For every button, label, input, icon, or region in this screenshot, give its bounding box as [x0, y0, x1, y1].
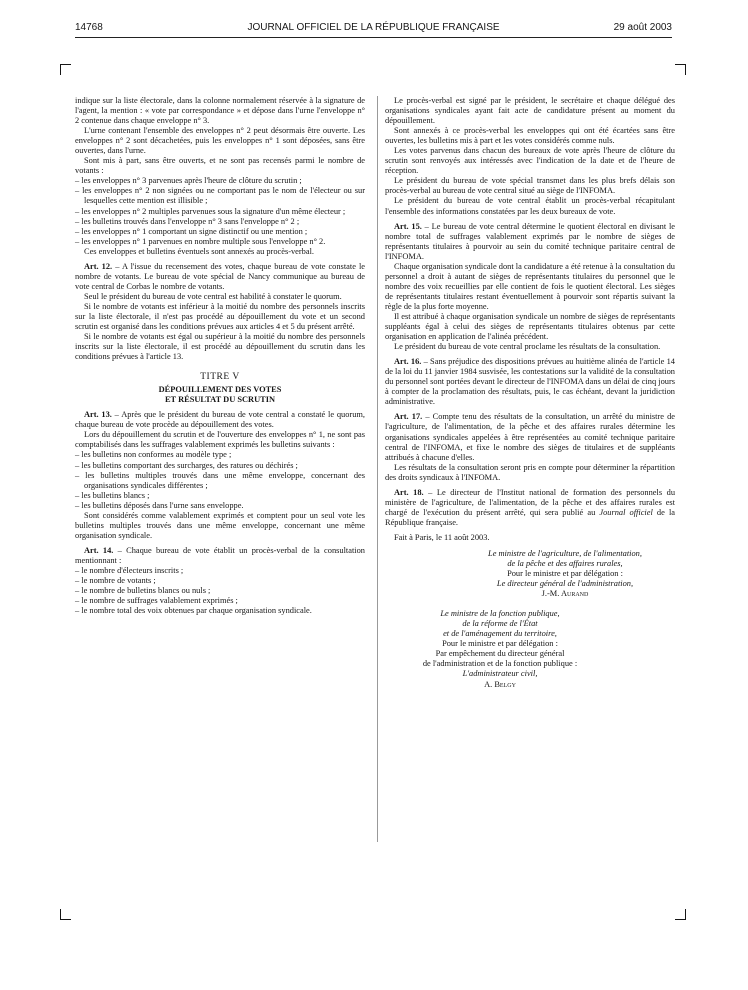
- article-text: – Après que le président du bureau de vote central a constaté le quorum, chaque bureau de vote procède au dépouillement des votes.: [75, 410, 365, 430]
- article-14: [75, 546, 365, 566]
- article-label: Art. 18.: [394, 487, 424, 497]
- signature-block-fonction-publique: [385, 609, 675, 689]
- crop-mark-top-right: [675, 64, 686, 75]
- delegation-line: Pour le ministre et par délégation :: [507, 569, 623, 579]
- delegation-line: Pour le ministre et par délégation :: [442, 639, 558, 649]
- signatory-title: de la réforme de l'État: [462, 619, 538, 629]
- signatory-title: et de l'aménagement du territoire,: [443, 629, 557, 639]
- paragraph: Ces enveloppes et bulletins éventuels sont annexés au procès-verbal.: [84, 246, 315, 256]
- signatory-title: Le ministre de l'agriculture, de l'alimentation,: [488, 548, 642, 558]
- list-item: – les bulletins comportant des surcharges, des ratures ou déchirés ;: [75, 460, 298, 470]
- section-heading-line-2: ET RÉSULTAT DU SCRUTIN: [164, 395, 276, 405]
- header-rule: [75, 37, 672, 38]
- list-item: – le nombre d'électeurs inscrits ;: [75, 565, 184, 575]
- signatory-title: de la pêche et des affaires rurales,: [507, 559, 623, 569]
- paragraph: Le président du bureau de vote central établit un procès-verbal récapitulant l'ensemble des informations constatées par les deux bureaux de vote.: [385, 196, 675, 216]
- paragraph: L'urne contenant l'ensemble des enveloppes n° 2 peut désormais être ouverte. Les enveloppes n° 2 sont décachetées, puis les enveloppes n° 1 sont déposées, sans être ouvertes, dans l'urne.: [75, 126, 365, 156]
- issue-date: 29 août 2003: [613, 22, 672, 33]
- article-label: Art. 17.: [394, 412, 423, 422]
- delegation-line: Par empêchement du directeur général: [435, 649, 565, 659]
- page-number: 14768: [75, 22, 103, 33]
- list-item: – les bulletins multiples trouvés dans une même enveloppe, concernant des organisations syndicales différentes ;: [75, 470, 365, 490]
- article-text: – Le directeur de l'Institut national de formation des personnels du ministère de l'agriculture, de l'alimentation, de la pêche et des affaires rurales est chargé de l'exécution du présent arrêté, qui sera publié au: [385, 487, 676, 517]
- article-text: – Compte tenu des résultats de la consultation, un arrêté du ministre de l'agriculture, de l'alimentation, de la pêche et des affaires rurales détermine les organisations syndicales appelées à être représentées au comité technique paritaire central de l'INFOMA, et fixe le nombre des sièges de titulaires et de suppléants attribués à chacune d'elles.: [385, 412, 675, 462]
- signing-place-date: Fait à Paris, le 11 août 2003.: [394, 532, 490, 542]
- paragraph: Lors du dépouillement du scrutin et de l'ouverture des enveloppes n° 1, ne sont pas comptabilisés dans les suffrages valablement exprimés les bulletins suivants :: [75, 430, 365, 450]
- article-15: [385, 222, 675, 262]
- paragraph: Si le nombre de votants est inférieur à la moitié du nombre des personnels inscrits sur la liste électorale, il n'est pas procédé au dépouillement du vote et un second scrutin est organisé dans les conditions prévues aux articles 4 et 5 du présent arrêté.: [75, 301, 365, 332]
- article-label: Art. 12.: [84, 261, 113, 271]
- minutes-contents-list: [75, 566, 365, 616]
- list-item: – le nombre total des voix obtenues par chaque organisation syndicale.: [75, 606, 312, 616]
- article-text: – Chaque bureau de vote établit un procès-verbal de la consultation mentionnant :: [75, 545, 365, 565]
- article-text: – A l'issue du recensement des votes, chaque bureau de vote constate le nombre de votants. Le bureau de vote spécial de Nancy communique au bureau de vote central de Corbas le nombre de votants.: [75, 261, 365, 291]
- article-13: [75, 410, 365, 430]
- paragraph: Les résultats de la consultation seront pris en compte pour déterminer la répartition des droits syndicaux à l'INFOMA.: [385, 462, 675, 482]
- signatory-title: Le directeur général de l'administration,: [496, 579, 634, 589]
- article-17: [385, 412, 675, 462]
- paragraph: Il est attribué à chaque organisation syndicale un nombre de sièges de représentants suppléants égal à celui des sièges de représentants titulaires obtenus par cette organisation en application de l'alinéa précédent.: [385, 311, 675, 342]
- list-item: – les bulletins trouvés dans l'enveloppe n° 3 sans l'enveloppe n° 2 ;: [75, 216, 300, 226]
- list-item: – le nombre de bulletins blancs ou nuls ;: [75, 586, 211, 596]
- delegation-line: de l'administration et de la fonction publique :: [422, 659, 578, 669]
- list-item: – les enveloppes n° 1 parvenues en nombre multiple sous l'enveloppe n° 2.: [75, 236, 326, 246]
- article-16: [385, 357, 675, 407]
- signatory-name: A. Belgy: [484, 679, 516, 689]
- journal-reference: Journal officiel: [599, 507, 653, 517]
- article-label: Art. 16.: [394, 357, 422, 367]
- paragraph: Sont mis à part, sans être ouverts, et ne sont pas recensés parmi le nombre de votants :: [75, 156, 365, 176]
- paragraph: Sont annexés à ce procès-verbal les enveloppes qui ont été écartées sans être ouvertes, les bulletins mis à part et les votes considérés comme nuls.: [385, 126, 675, 146]
- excluded-envelopes-list: [75, 176, 365, 246]
- crop-mark-bottom-left: [60, 909, 71, 920]
- right-column: [385, 96, 675, 690]
- signature-block-agriculture: [385, 549, 675, 599]
- list-item: – les bulletins blancs ;: [75, 490, 150, 500]
- list-item: – le nombre de suffrages valablement exprimés ;: [75, 596, 238, 606]
- article-label: Art. 13.: [84, 410, 112, 420]
- section-title: TITRE V: [200, 372, 240, 383]
- crop-mark-bottom-right: [675, 909, 686, 920]
- list-item: – les enveloppes n° 2 non signées ou ne comportant pas le nom de l'électeur ou sur lesquelles cette mention est illisible ;: [75, 186, 365, 206]
- signatory-title: L'administrateur civil,: [462, 669, 538, 679]
- invalid-ballots-list: [75, 450, 365, 510]
- page-header: [75, 22, 672, 38]
- list-item: – les bulletins déposés dans l'urne sans enveloppe.: [75, 500, 244, 510]
- signatory-name: J.-M. Aurand: [541, 589, 589, 599]
- signatory-title: Le ministre de la fonction publique,: [440, 609, 560, 619]
- journal-title: JOURNAL OFFICIEL DE LA RÉPUBLIQUE FRANÇAISE: [247, 22, 500, 33]
- paragraph: Les votes parvenus dans chacun des bureaux de vote après l'heure de clôture du scrutin sont renvoyés aux intéressés avec l'indication de la date et de l'heure de réception.: [385, 146, 675, 176]
- article-text: – Sans préjudice des dispositions prévues au huitième alinéa de l'article 14 de la loi du 11 janvier 1984 susvisée, les contestations sur la validité de la consultation du personnel sont portées devant le directeur de l'INFOMA dans un délai de cinq jours à compter de la proclamation des résultats, puis, le cas échéant, devant la juridiction administrative.: [385, 357, 675, 407]
- list-item: – les enveloppes n° 1 comportant un signe distinctif ou une mention ;: [75, 226, 308, 236]
- paragraph: indique sur la liste électorale, dans la colonne normalement réservée à la signature de l'agent, la mention : « vote par correspondance » et dépose dans l'urne l'enveloppe n° 2 contenue dans chaque enveloppe n° 3.: [75, 96, 365, 126]
- section-heading-line-1: DÉPOUILLEMENT DES VOTES: [158, 385, 282, 395]
- paragraph: Seul le président du bureau de vote central est habilité à constater le quorum.: [84, 291, 342, 301]
- article-text: – Le bureau de vote central détermine le quotient électoral en divisant le nombre total de suffrages valablement exprimés par le nombre de sièges de représentants titulaires à pourvoir au sein du comité technique paritaire central de l'INFOMA.: [385, 221, 675, 261]
- paragraph: Le président du bureau de vote spécial transmet dans les plus brefs délais son procès-verbal au bureau de vote central situé au siège de l'INFOMA.: [385, 176, 675, 196]
- article-label: Art. 15.: [394, 221, 422, 231]
- paragraph: Sont considérés comme valablement exprimés et comptent pour un seul vote les bulletins multiples trouvés dans une même enveloppe, concernant une même organisation syndicale.: [75, 510, 365, 540]
- column-divider: [377, 96, 378, 842]
- article-text: de la République française.: [385, 507, 675, 527]
- paragraph: Chaque organisation syndicale dont la candidature a été retenue à la consultation du personnel a droit à autant de sièges de représentants titulaires du personnel que le nombre des voix recueillies par elle contient de fois le quotient électoral. Les sièges de représentants titulaires restant éventuellement à pourvoir sont répartis suivant la règle de la plus forte moyenne.: [385, 261, 675, 311]
- paragraph: Le président du bureau de vote central proclame les résultats de la consultation.: [394, 342, 661, 352]
- crop-mark-top-left: [60, 64, 71, 75]
- list-item: – les enveloppes n° 2 multiples parvenues sous la signature d'un même électeur ;: [75, 206, 346, 216]
- article-12: [75, 262, 365, 292]
- list-item: – le nombre de votants ;: [75, 576, 156, 586]
- left-column: [75, 96, 365, 616]
- paragraph: Si le nombre de votants est égal ou supérieur à la moitié du nombre des personnels inscrits sur la liste électorale, il est procédé au dépouillement du scrutin dans les conditions prévues à l'article 13.: [75, 332, 365, 362]
- list-item: – les bulletins non conformes au modèle type ;: [75, 450, 232, 460]
- article-18: [385, 488, 675, 528]
- paragraph: Le procès-verbal est signé par le président, le secrétaire et chaque délégué des organisations syndicales ayant fait acte de candidature présent au moment du dépouillement.: [385, 96, 675, 126]
- article-label: Art. 14.: [84, 545, 114, 555]
- list-item: – les enveloppes n° 3 parvenues après l'heure de clôture du scrutin ;: [75, 176, 302, 186]
